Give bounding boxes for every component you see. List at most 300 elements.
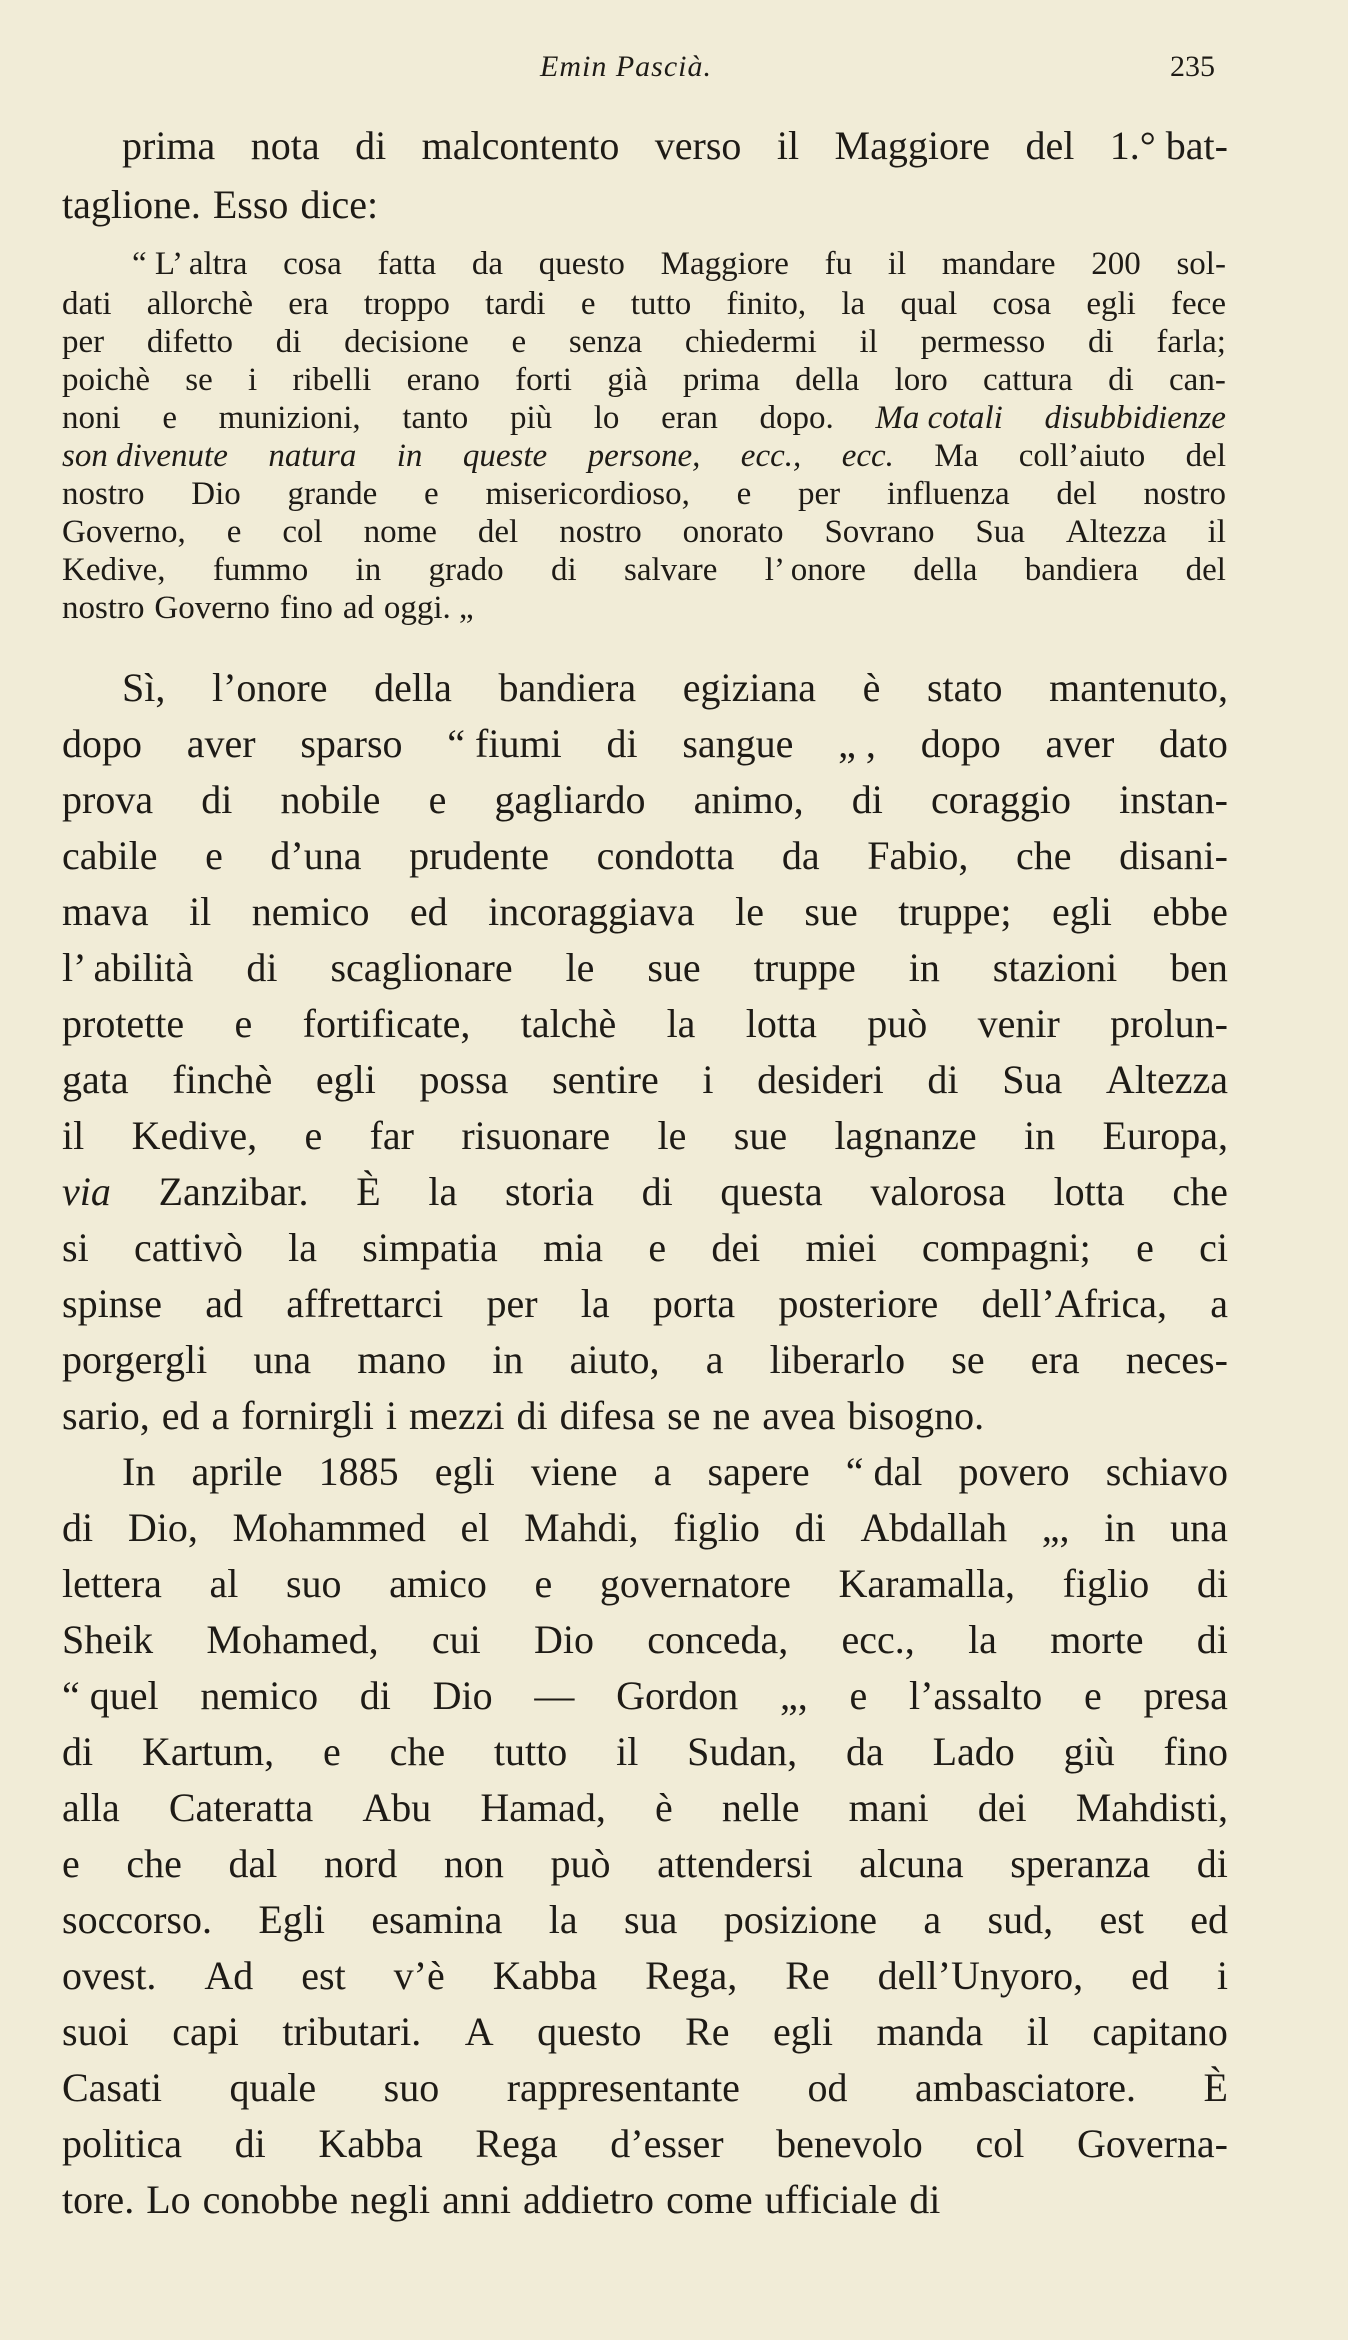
word: nostro bbox=[62, 476, 145, 512]
word: in bbox=[1023, 1113, 1056, 1158]
word: decisione bbox=[344, 324, 469, 360]
word: stazioni bbox=[992, 945, 1118, 990]
quote-line bbox=[62, 398, 1226, 438]
word: fino bbox=[1163, 1729, 1228, 1774]
text-line bbox=[62, 884, 1228, 940]
word: ecc., bbox=[740, 438, 802, 474]
word: dell’Unyoro, bbox=[877, 1953, 1084, 1998]
word: oggi. „ bbox=[383, 590, 474, 626]
word: era bbox=[1030, 1337, 1080, 1382]
word: d’una bbox=[270, 833, 362, 878]
word: poichè bbox=[62, 362, 150, 398]
page-number: 235 bbox=[1170, 50, 1215, 83]
text-line bbox=[62, 118, 1228, 174]
word: mezzi bbox=[409, 1393, 505, 1438]
word: bandiera bbox=[498, 665, 637, 710]
word: col bbox=[975, 2121, 1025, 2166]
word: allorchè bbox=[146, 286, 253, 322]
word: instan- bbox=[1119, 777, 1228, 822]
word: finchè bbox=[172, 1057, 273, 1102]
word: dopo. bbox=[759, 400, 834, 436]
word: verso bbox=[654, 123, 742, 168]
word: ecc., bbox=[841, 1617, 915, 1662]
word: di bbox=[1196, 1617, 1228, 1662]
word: di bbox=[1108, 362, 1134, 398]
word: di bbox=[927, 1057, 959, 1102]
word: il bbox=[616, 1729, 639, 1774]
word: l’assalto bbox=[908, 1673, 1043, 1718]
word: „ , bbox=[838, 721, 876, 766]
word: la bbox=[666, 1001, 696, 1046]
word: possa bbox=[419, 1057, 509, 1102]
word: del bbox=[1185, 438, 1226, 474]
word: Re bbox=[785, 1953, 830, 1998]
word: Cateratta bbox=[168, 1785, 314, 1830]
word: per bbox=[62, 324, 105, 360]
word: Governo bbox=[154, 590, 270, 626]
word: e bbox=[1136, 1225, 1154, 1270]
text-line bbox=[62, 2004, 1228, 2060]
word: Mahdi, bbox=[524, 1505, 639, 1550]
word: il bbox=[1207, 514, 1226, 550]
word: simpatia bbox=[362, 1225, 498, 1270]
word: fu bbox=[824, 246, 853, 282]
word: senza bbox=[568, 324, 643, 360]
word: nelle bbox=[721, 1785, 800, 1830]
word: di bbox=[275, 324, 302, 360]
word: fatta bbox=[377, 246, 437, 282]
word: e bbox=[1084, 1673, 1102, 1718]
word: ad bbox=[205, 1281, 244, 1326]
word: Altezza bbox=[1105, 1057, 1228, 1102]
word: della bbox=[374, 665, 452, 710]
word: il bbox=[859, 324, 878, 360]
word: „, bbox=[780, 1673, 808, 1718]
word: mano bbox=[357, 1337, 447, 1382]
word: le bbox=[735, 889, 764, 934]
word: e bbox=[226, 514, 242, 550]
word: ovest. bbox=[62, 1953, 157, 1998]
word: disubbidienze bbox=[1044, 400, 1226, 436]
word: ufficiale bbox=[764, 2177, 898, 2222]
word: scaglionare bbox=[330, 945, 513, 990]
text-line bbox=[62, 716, 1228, 772]
text-line bbox=[62, 1780, 1228, 1836]
word: “ fiumi bbox=[447, 721, 562, 766]
word: lettera bbox=[62, 1561, 162, 1606]
word: lotta bbox=[745, 1001, 817, 1046]
word: nostro bbox=[62, 590, 145, 626]
text-line bbox=[62, 1052, 1228, 1108]
word: Europa, bbox=[1102, 1113, 1228, 1158]
text-line bbox=[62, 1668, 1228, 1724]
word: fortificate, bbox=[302, 1001, 471, 1046]
word: di bbox=[62, 1505, 94, 1550]
word: aver bbox=[186, 721, 256, 766]
word: prima bbox=[682, 362, 760, 398]
word: est bbox=[301, 1953, 346, 1998]
word: di bbox=[606, 721, 638, 766]
text-line bbox=[62, 940, 1228, 996]
word: lo bbox=[593, 400, 620, 436]
word: di bbox=[246, 945, 278, 990]
word: protette bbox=[62, 1001, 185, 1046]
word: non bbox=[443, 1841, 504, 1886]
word: aver bbox=[1045, 721, 1115, 766]
word: le bbox=[565, 945, 595, 990]
word: e bbox=[580, 286, 596, 322]
word: di bbox=[851, 777, 883, 822]
word: ne bbox=[712, 1393, 751, 1438]
word: del bbox=[1025, 123, 1075, 168]
word: truppe bbox=[753, 945, 856, 990]
quote-line bbox=[62, 550, 1226, 590]
word: a bbox=[211, 1393, 230, 1438]
word: salvare bbox=[624, 552, 718, 588]
word: tore. bbox=[62, 2177, 135, 2222]
word: forti bbox=[515, 362, 572, 398]
word: disani- bbox=[1119, 833, 1228, 878]
word: porta bbox=[652, 1281, 736, 1326]
word: Sovrano bbox=[824, 514, 935, 550]
text-line bbox=[62, 1108, 1228, 1164]
word: di bbox=[234, 2121, 266, 2166]
word: Abdallah bbox=[860, 1505, 1008, 1550]
quote-line bbox=[62, 588, 1226, 628]
word: i bbox=[702, 1057, 714, 1102]
word: del bbox=[477, 514, 519, 550]
word: Kabba bbox=[492, 1953, 598, 1998]
word: di bbox=[516, 1393, 548, 1438]
word: finito, bbox=[726, 286, 807, 322]
word: Rega bbox=[475, 2121, 558, 2166]
word: in bbox=[355, 552, 382, 588]
word: attendersi bbox=[657, 1841, 813, 1886]
word: Fabio, bbox=[867, 833, 969, 878]
word: cosa bbox=[992, 286, 1052, 322]
word: onorato bbox=[682, 514, 784, 550]
text-line bbox=[62, 1724, 1228, 1780]
word: queste bbox=[462, 438, 548, 474]
quote-line bbox=[62, 244, 1226, 284]
word: Lo bbox=[146, 2177, 191, 2222]
word: fece bbox=[1171, 286, 1226, 322]
word: prova bbox=[62, 777, 154, 822]
word: loro bbox=[894, 362, 948, 398]
quote-line bbox=[62, 512, 1226, 552]
word: fornirgli bbox=[241, 1393, 374, 1438]
word: Ma cotali bbox=[875, 400, 1003, 436]
word: tutto bbox=[493, 1729, 568, 1774]
word: È bbox=[1203, 2065, 1228, 2110]
word: cattura bbox=[983, 362, 1073, 398]
word: taglione. bbox=[62, 182, 201, 227]
word: Rega, bbox=[645, 1953, 738, 1998]
quote-line bbox=[62, 360, 1226, 400]
word: erano bbox=[406, 362, 480, 398]
word: persone, bbox=[587, 438, 701, 474]
word: dopo bbox=[62, 721, 142, 766]
word: la bbox=[841, 286, 866, 322]
word: nostro bbox=[1143, 476, 1226, 512]
word: mia bbox=[543, 1225, 604, 1270]
word: addietro bbox=[523, 2177, 655, 2222]
word: ambasciatore. bbox=[914, 2065, 1136, 2110]
word: desideri bbox=[757, 1057, 884, 1102]
word: suo bbox=[383, 2065, 440, 2110]
word: mani bbox=[848, 1785, 929, 1830]
word: difetto bbox=[146, 324, 234, 360]
word: il bbox=[776, 123, 800, 168]
word: in bbox=[396, 438, 423, 474]
word: del bbox=[1185, 552, 1226, 588]
word: — bbox=[534, 1673, 575, 1718]
word: aiuto, bbox=[569, 1337, 660, 1382]
word: permesso bbox=[920, 324, 1046, 360]
word: nobile bbox=[280, 777, 381, 822]
word: Sua bbox=[1002, 1057, 1063, 1102]
text-line bbox=[62, 1500, 1228, 1556]
word: v’è bbox=[393, 1953, 445, 1998]
word: i bbox=[248, 362, 258, 398]
word: Governo, bbox=[62, 514, 186, 550]
word: truppe; bbox=[898, 889, 1012, 934]
word: suo bbox=[285, 1561, 342, 1606]
word: egli bbox=[1051, 889, 1112, 934]
word: quale bbox=[229, 2065, 317, 2110]
text-line bbox=[62, 1612, 1228, 1668]
word: le bbox=[657, 1113, 687, 1158]
word: Maggiore bbox=[834, 123, 991, 168]
word: Kedive, bbox=[131, 1113, 258, 1158]
text-line bbox=[62, 996, 1228, 1052]
word: difesa bbox=[559, 1393, 656, 1438]
word: col bbox=[282, 514, 323, 550]
word: l’onore bbox=[211, 665, 328, 710]
word: storia bbox=[504, 1169, 594, 1214]
word: munizioni, bbox=[218, 400, 361, 436]
word: ribelli bbox=[292, 362, 372, 398]
word: soccorso. bbox=[62, 1897, 212, 1942]
word: In bbox=[122, 1449, 156, 1494]
word: coraggio bbox=[931, 777, 1071, 822]
word: a bbox=[923, 1897, 942, 1942]
word: noni bbox=[62, 400, 121, 436]
word: ed bbox=[1190, 1897, 1228, 1942]
word: 200 bbox=[1091, 246, 1141, 282]
text-line bbox=[62, 1444, 1228, 1500]
word: aprile bbox=[191, 1449, 283, 1494]
word: e bbox=[736, 476, 752, 512]
word: malcontento bbox=[421, 123, 620, 168]
word: esamina bbox=[371, 1897, 503, 1942]
word: di bbox=[1196, 1561, 1228, 1606]
word: 1.° bat- bbox=[1109, 123, 1228, 168]
word: il bbox=[887, 246, 907, 282]
word: Egli bbox=[258, 1897, 325, 1942]
word: sol- bbox=[1176, 246, 1226, 282]
word: e bbox=[511, 324, 527, 360]
word: coll’aiuto bbox=[1018, 438, 1146, 474]
word: di bbox=[641, 1169, 673, 1214]
word: egli bbox=[315, 1057, 376, 1102]
word: è bbox=[654, 1785, 673, 1830]
word: dal bbox=[228, 1841, 278, 1886]
word: la bbox=[968, 1617, 997, 1662]
word: l’ onore bbox=[764, 552, 866, 588]
word: sapere bbox=[707, 1449, 810, 1494]
word: Sì, bbox=[122, 665, 166, 710]
running-title: Emin Pascià. bbox=[540, 50, 712, 83]
word: capi bbox=[172, 2009, 239, 2054]
word: posizione bbox=[723, 1897, 878, 1942]
word: Maggiore bbox=[660, 246, 789, 282]
word: egli bbox=[1086, 286, 1136, 322]
word: che bbox=[1015, 833, 1072, 878]
word: da bbox=[781, 833, 820, 878]
word: del bbox=[1056, 476, 1097, 512]
word: lagnanze bbox=[834, 1113, 977, 1158]
word: da bbox=[471, 246, 504, 282]
word: questo bbox=[537, 2009, 642, 2054]
word: dati bbox=[62, 286, 112, 322]
word: prudente bbox=[409, 833, 550, 878]
word: che bbox=[389, 1729, 446, 1774]
word: politica bbox=[62, 2121, 182, 2166]
word: egiziana bbox=[682, 665, 816, 710]
word: mava bbox=[62, 889, 149, 934]
word: già bbox=[607, 362, 648, 398]
word: valorosa bbox=[870, 1169, 1006, 1214]
word: Casati bbox=[62, 2065, 162, 2110]
word: influenza bbox=[886, 476, 1010, 512]
word: di bbox=[909, 2177, 941, 2222]
word: e bbox=[428, 777, 447, 822]
word: al bbox=[209, 1561, 239, 1606]
word: speranza bbox=[1010, 1841, 1151, 1886]
word: ed bbox=[409, 889, 448, 934]
word: dice: bbox=[300, 182, 379, 227]
word: in bbox=[1104, 1505, 1136, 1550]
word: questa bbox=[720, 1169, 823, 1214]
running-head bbox=[0, 50, 1348, 90]
word: il bbox=[189, 889, 212, 934]
word: la bbox=[548, 1897, 578, 1942]
word: può bbox=[550, 1841, 611, 1886]
word: il bbox=[62, 1113, 85, 1158]
word: per bbox=[486, 1281, 538, 1326]
word: sparso bbox=[300, 721, 403, 766]
text-line bbox=[62, 2116, 1228, 2172]
word: „, bbox=[1041, 1505, 1070, 1550]
word: a bbox=[705, 1337, 724, 1382]
word: can- bbox=[1169, 362, 1226, 398]
word: nord bbox=[323, 1841, 398, 1886]
word: ben bbox=[1170, 945, 1228, 990]
word: Sheik bbox=[62, 1617, 154, 1662]
word: Ad bbox=[204, 1953, 254, 1998]
word: nemico bbox=[200, 1673, 319, 1718]
word: dopo bbox=[920, 721, 1001, 766]
word: si bbox=[62, 1225, 89, 1270]
word: presa bbox=[1143, 1673, 1228, 1718]
word: una bbox=[253, 1337, 312, 1382]
word: giù bbox=[1063, 1729, 1115, 1774]
word: qual bbox=[900, 286, 958, 322]
word: Kartum, bbox=[141, 1729, 275, 1774]
word: via bbox=[62, 1169, 111, 1214]
word: Dio bbox=[533, 1617, 594, 1662]
word: come bbox=[666, 2177, 753, 2222]
word: a bbox=[653, 1449, 672, 1494]
word: Kabba bbox=[318, 2121, 423, 2166]
word: povero bbox=[958, 1449, 1070, 1494]
word: sue bbox=[804, 889, 858, 934]
word: bandiera bbox=[1024, 552, 1139, 588]
word: Sudan, bbox=[687, 1729, 798, 1774]
word: Abu bbox=[362, 1785, 432, 1830]
word: se bbox=[667, 1393, 701, 1438]
text-line bbox=[62, 1276, 1228, 1332]
word: di bbox=[201, 777, 233, 822]
text-line bbox=[62, 1556, 1228, 1612]
word: una bbox=[1170, 1505, 1228, 1550]
word: in bbox=[492, 1337, 524, 1382]
word: tanto bbox=[402, 400, 469, 436]
word: Dio bbox=[432, 1673, 493, 1718]
text-line bbox=[62, 1836, 1228, 1892]
word: per bbox=[798, 476, 841, 512]
quote-line bbox=[62, 284, 1226, 324]
word: a bbox=[1210, 1281, 1228, 1326]
word: troppo bbox=[363, 286, 450, 322]
word: della bbox=[795, 362, 860, 398]
word: questo bbox=[538, 246, 625, 282]
word: “ L’ altra bbox=[132, 246, 248, 282]
word: Zanzibar. bbox=[158, 1169, 309, 1214]
word: della bbox=[913, 552, 978, 588]
word: rappresentante bbox=[506, 2065, 740, 2110]
word: era bbox=[288, 286, 329, 322]
word: figlio bbox=[673, 1505, 760, 1550]
word: farla; bbox=[1156, 324, 1226, 360]
word: incoraggiava bbox=[488, 889, 695, 934]
word: egli bbox=[773, 2009, 834, 2054]
word: cattivò bbox=[133, 1225, 243, 1270]
word: “ dal bbox=[845, 1449, 923, 1494]
word: fino bbox=[279, 590, 333, 626]
text-line bbox=[62, 177, 1228, 233]
word: ecc. bbox=[841, 438, 894, 474]
word: i bbox=[385, 1393, 397, 1438]
word: più bbox=[509, 400, 553, 436]
word: grado bbox=[428, 552, 504, 588]
text-line bbox=[62, 1892, 1228, 1948]
word: nome bbox=[363, 514, 437, 550]
word: dato bbox=[1159, 721, 1228, 766]
text-line bbox=[62, 772, 1228, 828]
word: grande bbox=[287, 476, 378, 512]
word: e bbox=[304, 1113, 323, 1158]
word: misericordioso, bbox=[485, 476, 690, 512]
word: sue bbox=[647, 945, 701, 990]
word: 1885 bbox=[318, 1449, 399, 1494]
word: Mahdisti, bbox=[1075, 1785, 1228, 1830]
word: cui bbox=[431, 1617, 481, 1662]
word: viene bbox=[530, 1449, 618, 1494]
word: tutto bbox=[630, 286, 692, 322]
word: natura bbox=[268, 438, 357, 474]
